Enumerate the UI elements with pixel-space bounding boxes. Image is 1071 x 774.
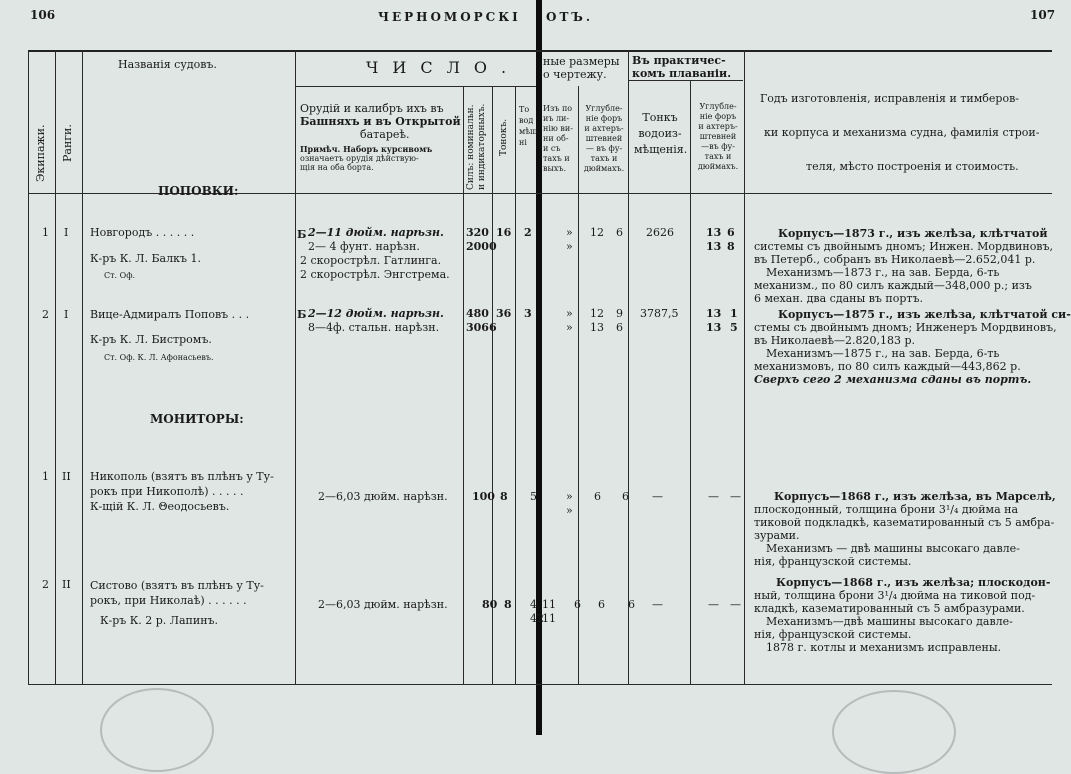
u2b-value: 1 [730,307,738,320]
row4-iz [542,598,556,626]
desc-line: плоскодонный, толщина брони 3¹/₄ дюйма на [754,503,1019,516]
header-uglub-line: и ахтеръ- [698,122,738,131]
running-head: ЧЕРНОМОРСКІ [378,10,521,24]
row1-commander: К-ръ К. Л. Балкъ 1. [90,252,201,265]
desc-line: зурами. [754,529,800,542]
gun-line: 8—4ф. стальн. нарѣзн. [308,321,440,334]
header-prakt [632,54,731,80]
page-number-left: 106 [30,8,56,22]
row3-rang: II [62,470,71,483]
u2a-value: 13 [706,226,722,239]
header-god-line: Годъ изготовленія, исправленія и тимберов- [760,92,1019,105]
header-power-1: Силъ: номинальн. [466,104,476,190]
header-uglub-line: штевней [585,134,623,143]
desc-line: въ Николаевѣ—2.820,183 р. [754,334,916,347]
header-uglub-line: —въ фу- [701,142,735,151]
row4-tonn: — [652,598,663,611]
header-razmery [543,55,620,81]
header-names: Названія судовъ. [118,58,217,71]
row3-u1b: 6 [622,490,629,503]
desc-line: 6 механ. два сданы въ портъ. [754,292,924,305]
power-value: 320 [466,226,489,239]
table-top-rule [28,50,1052,52]
header-uglub-line: дюймахъ. [583,164,625,173]
row4-rang: II [62,578,71,591]
row1-tonok: 16 [496,226,512,239]
row1-officer: Ст. Оф. [104,271,135,280]
section-monitory: МОНИТОРЫ: [150,412,244,426]
name-line: рокъ, при Николаѣ) . . . . . . [90,594,247,607]
header-guns-line: Башняхъ и въ Открытой [300,115,461,128]
section-popovki: ПОПОВКИ: [158,184,239,198]
iz-value: » [566,240,573,253]
row1-power [466,226,497,254]
row1-name: Новгородъ . . . . . . [90,226,195,239]
col-line [82,50,83,684]
row3-guns: 2—6,03 дюйм. нарѣзн. [318,490,448,503]
header-uglub-line: ніе форъ [699,112,737,121]
desc-line: тиковой подкладкѣ, казематированный съ 5 амбра- [754,516,1055,529]
row2-u2a [706,307,721,335]
header-uglub-line: тахъ и [704,152,732,161]
row4-power: 80 [482,598,498,611]
u2a-value: 13 [706,307,722,320]
desc-line: механизмовъ, по 80 силъ каждый—443,862 р. [754,360,1021,373]
row2-tonn: 3787,5 [640,307,679,320]
header-guns-line: Орудій и калибръ ихъ въ [300,102,444,115]
desc-line: 1878 г. котлы и механизмъ исправлены. [766,641,1002,654]
desc-line: нія, французской системы. [754,628,912,641]
header-prakt-line: комъ плаваніи. [632,67,732,80]
gun-line: 2 скорострѣл. Энгстрема. [300,268,450,281]
row1-u1a: 12 [590,226,604,239]
header-iz-line: нію ви- [543,124,573,133]
row2-u2b [730,307,738,335]
header-vodo-line: То [519,105,530,114]
desc-line: Корпусъ—1868 г., изъ желѣза; плоскодон- [776,576,1051,589]
row4-name [90,578,264,608]
col-line [744,50,745,684]
col-line [492,86,493,684]
header-uglub-line: Углубле- [585,104,623,113]
row4-guns: 2—6,03 дюйм. нарѣзн. [318,598,448,611]
row3-desc [754,490,1056,568]
desc-line: Механизмъ—двѣ машины высокаго давле- [766,615,1013,628]
header-uglub-line: штевней [699,132,737,141]
u1a-value: 12 [590,307,604,320]
header-tonn-line: мѣщенія. [634,143,688,156]
row4-commander: К-ръ К. 2 р. Лапинъ. [100,614,219,627]
row1-guns [300,226,450,282]
u2b-value: 5 [730,321,738,334]
row3-vod: 5 [530,490,537,503]
desc-line: механизм., по 80 силъ каждый—348,000 р.; изъ [754,279,1032,292]
library-stamp-left [100,688,214,772]
u2a-value: 13 [706,240,722,253]
col-line [578,86,579,684]
row2-tonok: 36 [496,307,512,320]
header-god [760,82,1039,184]
row1-vod: 2 [524,226,532,239]
row3-commander: К-щій К. Л. Θеодосьевъ. [90,500,230,513]
col-line [463,86,464,684]
header-iz-line: выхъ. [543,164,567,173]
header-iz-partial [543,104,573,174]
row1-gun-prefix: Б [297,228,307,241]
desc-line: Механизмъ—1873 г., на зав. Берда, 6-ть [766,266,1000,279]
row3-name [90,469,274,499]
name-line: рокъ при Никополѣ) . . . . . [90,485,244,498]
col-line [690,80,691,684]
header-razmery-line: о чертежу. [543,68,607,81]
col-line [295,50,296,684]
desc-line: Корпусъ—1873 г., изъ желѣза, клѣтчатой [778,227,1048,240]
row3-u2b: — [730,490,741,503]
name-line: Систово (взятъ въ плѣнъ у Ту- [90,579,264,592]
header-uglub-line: — въ фу- [585,144,623,153]
desc-line: Механизмъ—1875 г., на зав. Берда, 6-ть [766,347,1000,360]
row4-u1a: 6 [574,598,581,611]
row1-tonn: 2626 [646,226,674,239]
col-line [515,86,516,684]
header-uglub-line: дюймахъ. [697,162,739,171]
page-number-right: 107 [1030,8,1056,22]
row3-u2a: — [708,490,719,503]
chislo-underline [295,86,536,87]
header-iz-line: тахъ и [543,154,570,163]
header-uglub-1 [582,104,626,174]
header-rangi: Ранги. [61,124,74,162]
row4-u1c: 6 [628,598,635,611]
header-tonok: Тонокъ. [499,118,509,156]
desc-line: Сверхъ сего 2 механизма сданы въ портъ. [754,373,1032,386]
row1-u2a [706,226,721,254]
header-tonn-vodo [634,110,686,158]
u2a-value: 13 [706,321,722,334]
header-note-line: означаетъ орудія дѣйствую- [300,154,419,163]
row4-tonok: 8 [504,598,512,611]
row2-officer: Ст. Оф. К. Л. Афонасьевъ. [104,353,214,362]
row2-commander: К-ръ К. Л. Бистромъ. [90,333,212,346]
header-chislo: ЧИСЛО. [366,58,521,77]
header-god-line: теля, мѣсто построенія и стоимость. [806,160,1019,173]
power-value: 3066 [466,321,497,334]
row2-rang: I [64,308,69,321]
row4-desc [754,576,1050,654]
running-head-right: ОТЪ. [546,10,594,24]
col-line [55,50,56,684]
u2b-value: 8 [727,240,735,253]
power-value: 480 [466,307,489,320]
desc-line: Механизмъ — двѣ машины высокаго давле- [766,542,1020,555]
library-stamp-right [832,690,956,774]
row1-desc [754,227,1053,305]
col-line [628,50,629,684]
row4-u2b: — [730,598,741,611]
row1-iz [566,226,573,254]
desc-line: Корпусъ—1868 г., изъ желѣза, въ Марселѣ, [774,490,1056,503]
header-uglub-line: и ахтеръ- [584,124,624,133]
header-god-line: ки корпуса и механизма судна, фамилія строи- [764,126,1040,139]
power-value: 2000 [466,240,497,253]
desc-line: ный, толщина брони 3¹/₄ дюйма на тиковой под- [754,589,1036,602]
gun-line: 2—12 дюйм. нарѣзн. [308,307,444,320]
row3-ek: 1 [42,470,49,483]
row1-u2b [727,226,735,254]
header-ekipazh: Экипажи. [34,124,47,182]
header-vodo-partial [519,104,537,148]
header-vodo-line: ні [519,138,527,147]
desc-line: нія, французской системы. [754,555,912,568]
header-guns [300,102,461,141]
header-guns-note [300,145,432,172]
vod-value: 4 [530,598,537,611]
desc-line: Корпусъ—1875 г., изъ желѣза, клѣтчатой си- [778,308,1071,321]
row3-u1a: 6 [594,490,601,503]
row3-iz [566,490,573,518]
u1b-value: 9 [616,307,623,320]
header-tonn-line: Тонкъ [642,111,678,124]
header-uglub-2 [694,102,742,172]
iz-value: 11 [542,598,556,611]
row2-u1b [616,307,623,335]
u1b-value: 6 [616,321,623,334]
desc-line: стемы съ двойнымъ дномъ; Инженеръ Мордвиновъ, [754,321,1057,334]
row4-u2a: — [708,598,719,611]
desc-line: въ Петерб., собранъ въ Николаевѣ—2.652,041 р. [754,253,1036,266]
row1-ek: 1 [42,226,49,239]
row4-u1b: 6 [598,598,605,611]
desc-line: системы съ двойнымъ дномъ; Инжен. Мордвиновъ, [754,240,1053,253]
header-prakt-line: Въ практичес- [632,54,726,67]
row2-power [466,307,497,335]
iz-value: » [566,504,573,517]
gun-line: 2 скорострѣл. Гатлинга. [300,254,442,267]
header-power-2: и индикаторныхъ. [477,103,487,190]
row2-iz [566,307,573,335]
header-iz-line: и съ [543,144,561,153]
header-guns-line: батареѣ. [360,128,410,141]
header-razmery-line: ные размеры [543,55,620,68]
header-vodo-line: вод [519,116,534,125]
gun-line: 2—11 дюйм. нарѣзн. [308,226,444,239]
gun-line: 2— 4 фунт. нарѣзн. [308,240,420,253]
header-note-line: Примѣч. Наборъ курсивомъ [300,144,433,154]
col-line [28,50,29,684]
row2-name: Вице-Адмиралъ Поповъ . . . [90,308,250,321]
row1-u1b: 6 [616,226,623,239]
header-note-line: щія на оба борта. [300,163,374,172]
row3-tonok: 8 [500,490,508,503]
row3-power: 100 [472,490,495,503]
header-iz-line: иъ ли- [543,114,570,123]
desc-line: кладкѣ, казематированный съ 5 амбразурами. [754,602,1025,615]
row2-u1a [590,307,604,335]
row3-tonn: — [652,490,663,503]
header-uglub-line: тахъ и [590,154,618,163]
iz-value: 11 [542,612,556,625]
header-tonn-line: водоиз- [638,127,682,140]
header-iz-line: ни об- [543,134,569,143]
header-iz-line: Изъ по [543,104,573,113]
iz-value: » [566,307,573,320]
row4-ek: 2 [42,578,49,591]
row2-guns [308,307,444,335]
header-uglub-line: ніе форъ [585,114,623,123]
header-vodo-line: мѣщ [519,127,538,136]
iz-value: » [566,226,573,239]
row2-vod: 3 [524,307,532,320]
row2-gun-prefix: Б [297,308,307,321]
iz-value: » [566,321,573,334]
prakt-underline [628,80,743,81]
row2-desc [754,308,1071,386]
u2b-value: 6 [727,226,735,239]
header-uglub-line: Углубле- [699,102,737,111]
row1-rang: I [64,226,69,239]
iz-value: » [566,490,573,503]
vod-value: 42 [530,612,544,625]
row2-ek: 2 [42,308,49,321]
u1a-value: 13 [590,321,604,334]
table-bottom-rule [28,684,1052,685]
name-line: Никополь (взятъ въ плѣнъ у Ту- [90,470,274,483]
